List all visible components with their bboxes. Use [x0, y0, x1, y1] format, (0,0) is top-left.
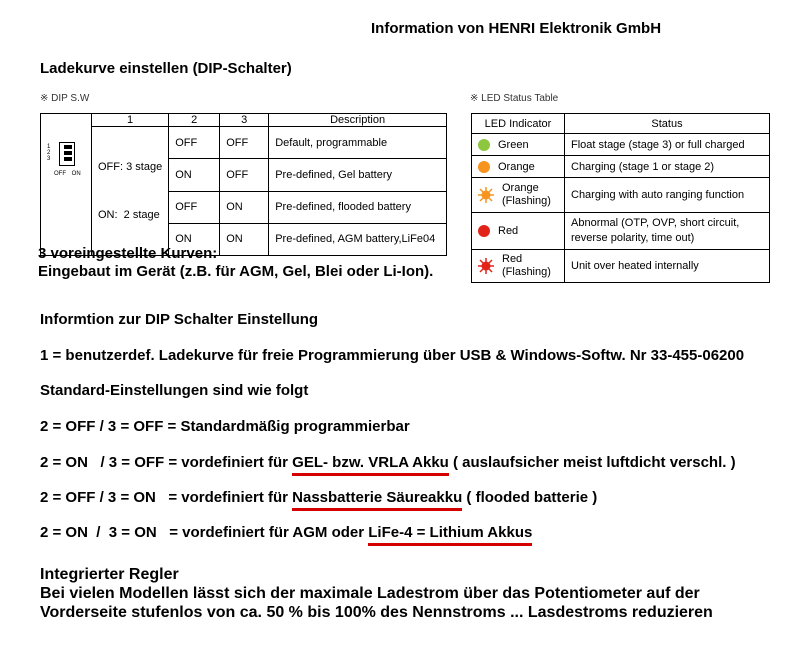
highlight-text: LiFe-4 = Lithium Akkus: [368, 524, 532, 546]
led-col-header: LED Indicator: [472, 114, 565, 134]
line-text: 2 = OFF / 3 = ON = vordefiniert für: [40, 489, 293, 506]
red-dot-icon: [478, 225, 490, 237]
info-line-2: 2 = OFF / 3 = OFF = Standardmäßig programmierbar: [40, 418, 410, 435]
led-col-header: Status: [565, 114, 770, 134]
dip-cell: Pre-defined, Gel battery: [269, 159, 447, 191]
curves-line-1: 3 voreingestellte Kurven:: [38, 245, 218, 262]
dip-table: [40, 113, 447, 256]
green-dot-icon: [478, 139, 490, 151]
led-table-caption: ※ LED Status Table: [470, 93, 559, 104]
dip-cell: OFF: [220, 159, 269, 191]
switch-off-label: OFF: [54, 171, 66, 177]
led-label: Orange: [498, 160, 535, 173]
switch-number: 2: [47, 150, 51, 156]
led-label: Red: [498, 225, 519, 237]
dip-cell: ON: [220, 223, 269, 255]
page-header: Information von HENRI Elektronik GmbH: [371, 20, 662, 37]
switch-on-label: ON: [71, 171, 81, 177]
dip-cell: OFF: [169, 191, 220, 223]
dip-cell: ON: [169, 159, 220, 191]
highlight-text: Nassbatterie Säureakku: [292, 489, 462, 511]
dip-cell: ON: [169, 223, 220, 255]
led-status: Charging (stage 1 or stage 2): [565, 156, 770, 178]
led-label: Red (Flashing): [502, 253, 551, 278]
curves-line-2: Eingebaut im Gerät (z.B. für AGM, Gel, Blei oder Li-Ion).: [38, 263, 434, 280]
regler-title: Integrierter Regler: [40, 566, 179, 583]
dip-col-header: 1: [92, 114, 169, 127]
dip-col-header: Description: [269, 114, 447, 127]
led-label: Green: [498, 138, 529, 151]
info-line-5: [40, 524, 532, 541]
stage-option: ON: 2 stage: [98, 209, 160, 221]
line-text: 2 = ON / 3 = ON = vordefiniert für AGM oder: [40, 524, 369, 541]
led-status: Unit over heated internally: [565, 250, 770, 283]
dip-table-caption: ※ DIP S.W: [40, 93, 90, 104]
dip-cell: Default, programmable: [269, 127, 447, 159]
standard-heading: Standard-Einstellungen sind wie folgt: [40, 382, 309, 399]
info-heading: Informtion zur DIP Schalter Einstellung: [40, 311, 319, 328]
switch-number: 1: [47, 144, 51, 150]
regler-line-2: Vorderseite stufenlos von ca. 50 % bis 100% des Nennstroms ... Lasdestroms reduzieren: [40, 604, 713, 621]
dip-col-header: 2: [169, 114, 220, 127]
highlight-text: GEL- bzw. VRLA Akku: [292, 454, 449, 476]
led-status: Charging with auto ranging function: [565, 178, 770, 213]
orange-dot-icon: [478, 161, 490, 173]
dip-cell: OFF: [220, 127, 269, 159]
regler-line-1: Bei vielen Modellen lässt sich der maximale Ladestrom über das Potentiometer auf der: [40, 585, 700, 602]
orange-flash-icon: [478, 187, 494, 203]
info-line-1: 1 = benutzerdef. Ladekurve für freie Programmierung über USB & Windows-Softw. Nr 33-455-06200: [40, 347, 745, 364]
dip-col-header: 3: [220, 114, 269, 127]
led-label: Orange (Flashing): [502, 182, 551, 207]
led-row: [472, 213, 770, 250]
dip-cell: Pre-defined, flooded battery: [269, 191, 447, 223]
dip-cell: ON: [220, 191, 269, 223]
line-text: ( auslaufsicher meist luftdicht verschl. ): [448, 454, 736, 471]
dip-heading: Ladekurve einstellen (DIP-Schalter): [40, 60, 292, 77]
led-status: Float stage (stage 3) or full charged: [565, 134, 770, 156]
red-flash-icon: [478, 258, 494, 274]
led-row: [472, 134, 770, 156]
stage-option: OFF: 3 stage: [98, 161, 163, 173]
dip-switch-diagram: [41, 114, 92, 256]
dip-switch-icon: [59, 142, 75, 166]
line-text: ( flooded batterie ): [462, 489, 598, 506]
led-status: Abnormal (OTP, OVP, short circuit, reverse polarity, time out): [565, 213, 770, 250]
dip-cell: OFF: [169, 127, 220, 159]
info-line-3: [40, 454, 736, 471]
switch-number: 3: [47, 156, 51, 162]
led-row: [472, 156, 770, 178]
dip-cell: Pre-defined, AGM battery,LiFe04: [269, 223, 447, 255]
led-row: [472, 250, 770, 283]
led-table: [471, 113, 770, 283]
dip-stage-cell: [92, 127, 169, 256]
info-line-4: [40, 489, 597, 506]
led-row: [472, 178, 770, 213]
line-text: 2 = ON / 3 = OFF = vordefiniert für: [40, 454, 293, 471]
